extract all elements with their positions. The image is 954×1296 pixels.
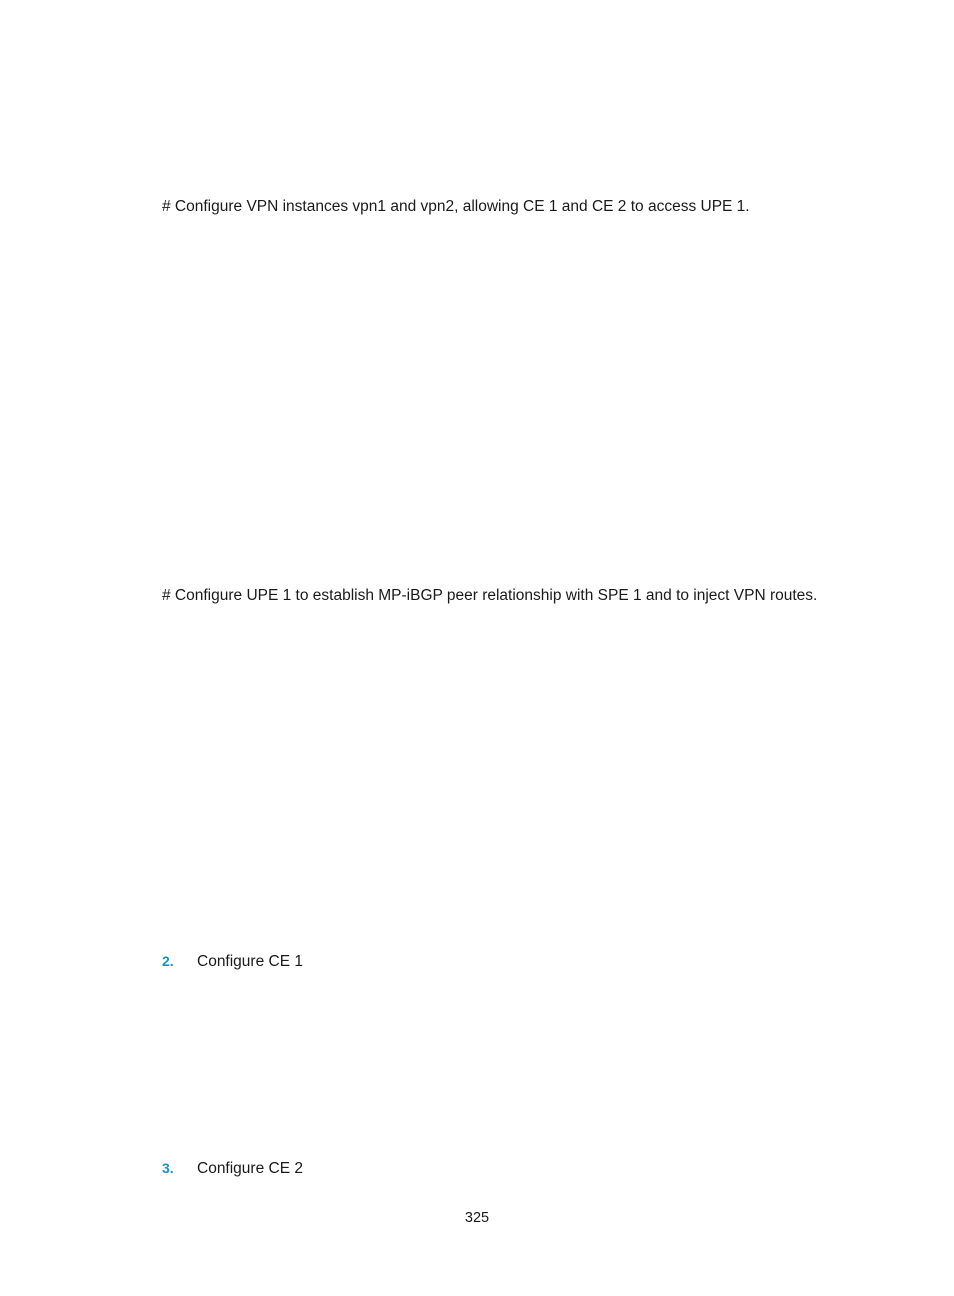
step-configure-ce1	[162, 951, 303, 972]
page-number: 325	[464, 1210, 490, 1226]
step-configure-ce2	[162, 1158, 303, 1179]
instruction-configure-upe1-bgp: # Configure UPE 1 to establish MP-iBGP peer relationship with SPE 1 and to inject VPN routes.	[162, 587, 818, 604]
instruction-configure-vpn-instances: # Configure VPN instances vpn1 and vpn2, allowing CE 1 and CE 2 to access UPE 1.	[162, 198, 750, 215]
step-number: 3.	[162, 1160, 174, 1176]
step-number: 2.	[162, 953, 174, 969]
step-label: Configure CE 1	[197, 953, 303, 970]
step-label: Configure CE 2	[197, 1160, 303, 1177]
